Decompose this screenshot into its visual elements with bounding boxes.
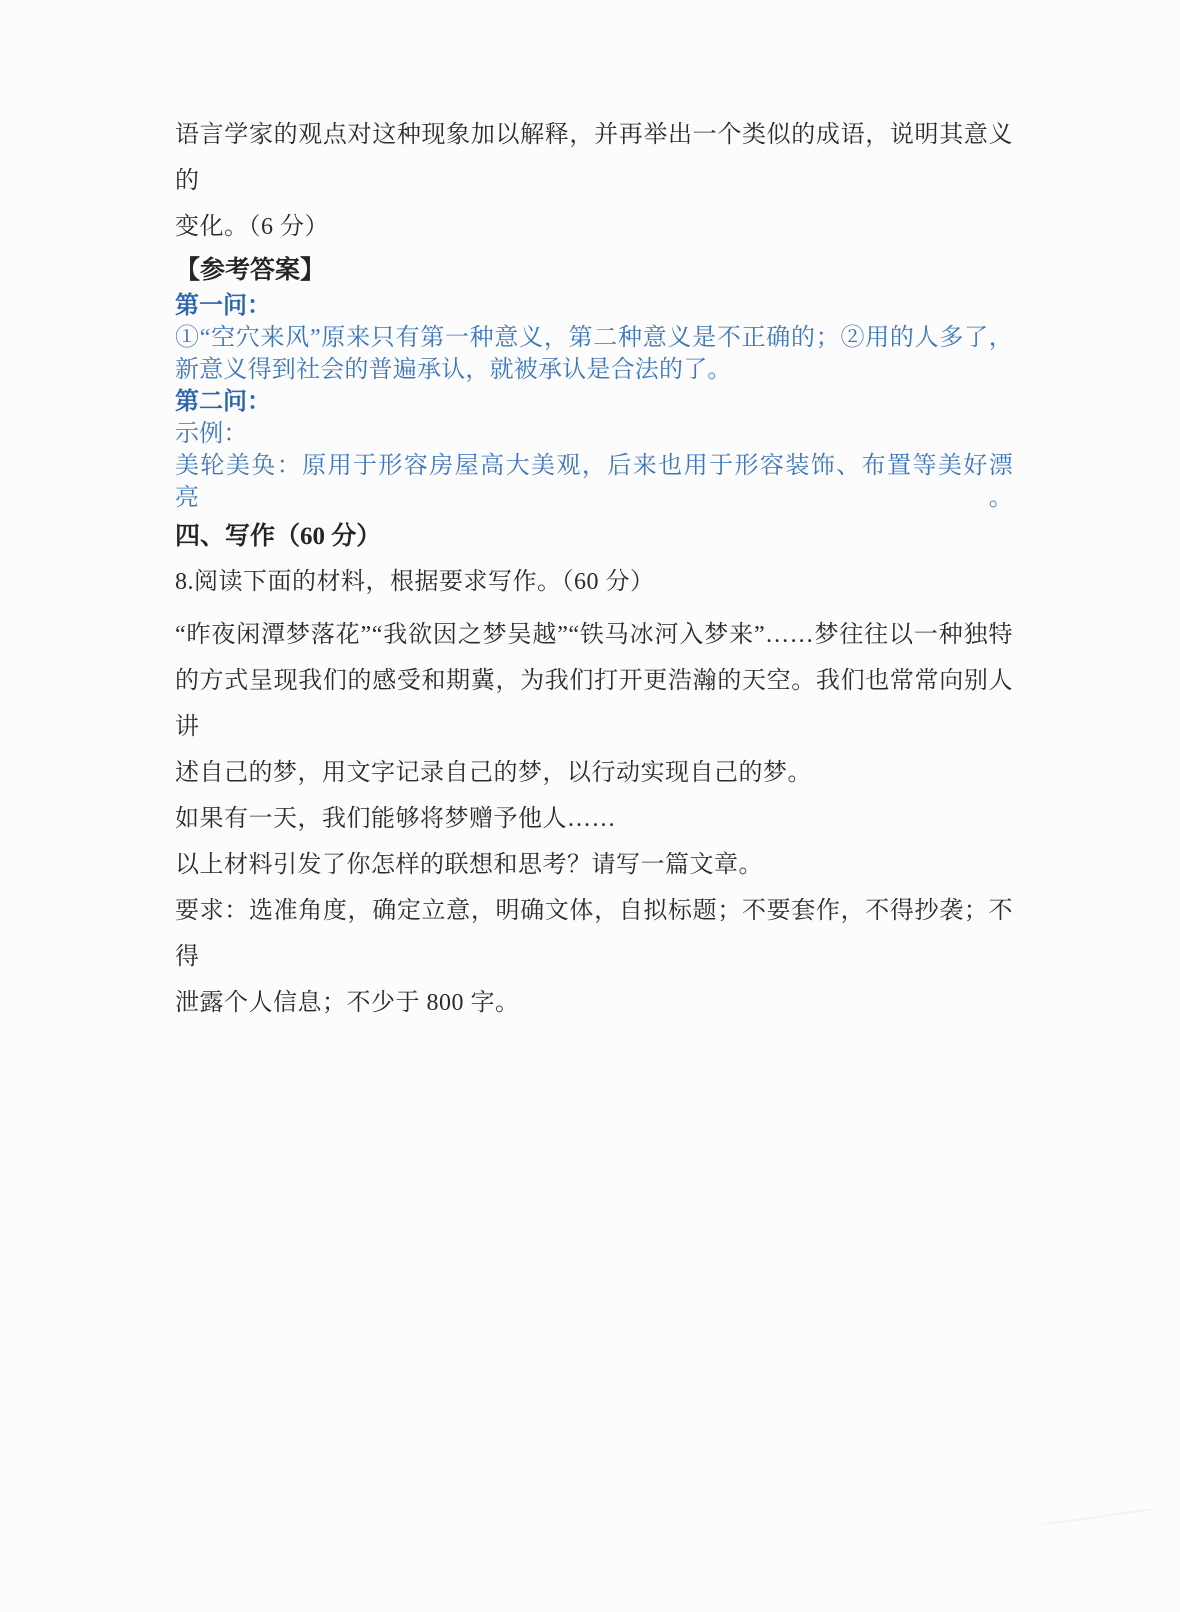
question-intro — [175, 112, 1013, 250]
faint-smudge — [1041, 1508, 1152, 1541]
example-label: 示例： — [175, 421, 248, 447]
intro-line-1: 语言学家的观点对这种现象加以解释，并再举出一个类似的成语，说明其意义的 — [175, 122, 1013, 194]
requirements-line-2: 泄露个人信息；不少于 800 字。 — [175, 990, 520, 1016]
prompt-line: 以上材料引发了你怎样的联想和思考？请写一篇文章。 — [175, 852, 763, 878]
question2-label: 第二问： — [175, 389, 271, 415]
question1-answer-line-2: 新意义得到社会的普遍承认，就被承认是合法的了。 — [175, 357, 732, 383]
writing-material — [175, 612, 1013, 796]
requirements — [175, 888, 1013, 1026]
material-line-2: 的方式呈现我们的感受和期冀，为我们打开更浩瀚的天空。我们也常常向别人讲 — [175, 668, 1013, 740]
writing-task-line: 8.阅读下面的材料，根据要求写作。（60 分） — [175, 569, 655, 595]
intro-line-2: 变化。（6 分） — [175, 214, 329, 240]
question1-answer — [175, 322, 1013, 386]
question1-answer-line-1: ①“空穴来风”原来只有第一种意义，第二种意义是不正确的；②用的人多了， — [175, 325, 1013, 351]
material-line-1: “昨夜闲潭梦落花”“我欲因之梦吴越”“铁马冰河入梦来”……梦往往以一种独特 — [175, 622, 1013, 648]
material-line-3: 述自己的梦，用文字记录自己的梦，以行动实现自己的梦。 — [175, 760, 812, 786]
someday-line: 如果有一天，我们能够将梦赠予他人…… — [175, 806, 616, 832]
requirements-line-1: 要求：选准角度，确定立意，明确文体，自拟标题；不要套作，不得抄袭；不得 — [175, 898, 1013, 970]
document-body — [175, 112, 1013, 1026]
section-heading-writing: 四、写作（60 分） — [175, 523, 382, 550]
question1-label: 第一问： — [175, 293, 271, 319]
example-text: 美轮美奂：原用于形容房屋高大美观，后来也用于形容装饰、布置等美好漂亮。 — [175, 453, 1013, 511]
reference-answer-header: 【参考答案】 — [175, 257, 326, 284]
